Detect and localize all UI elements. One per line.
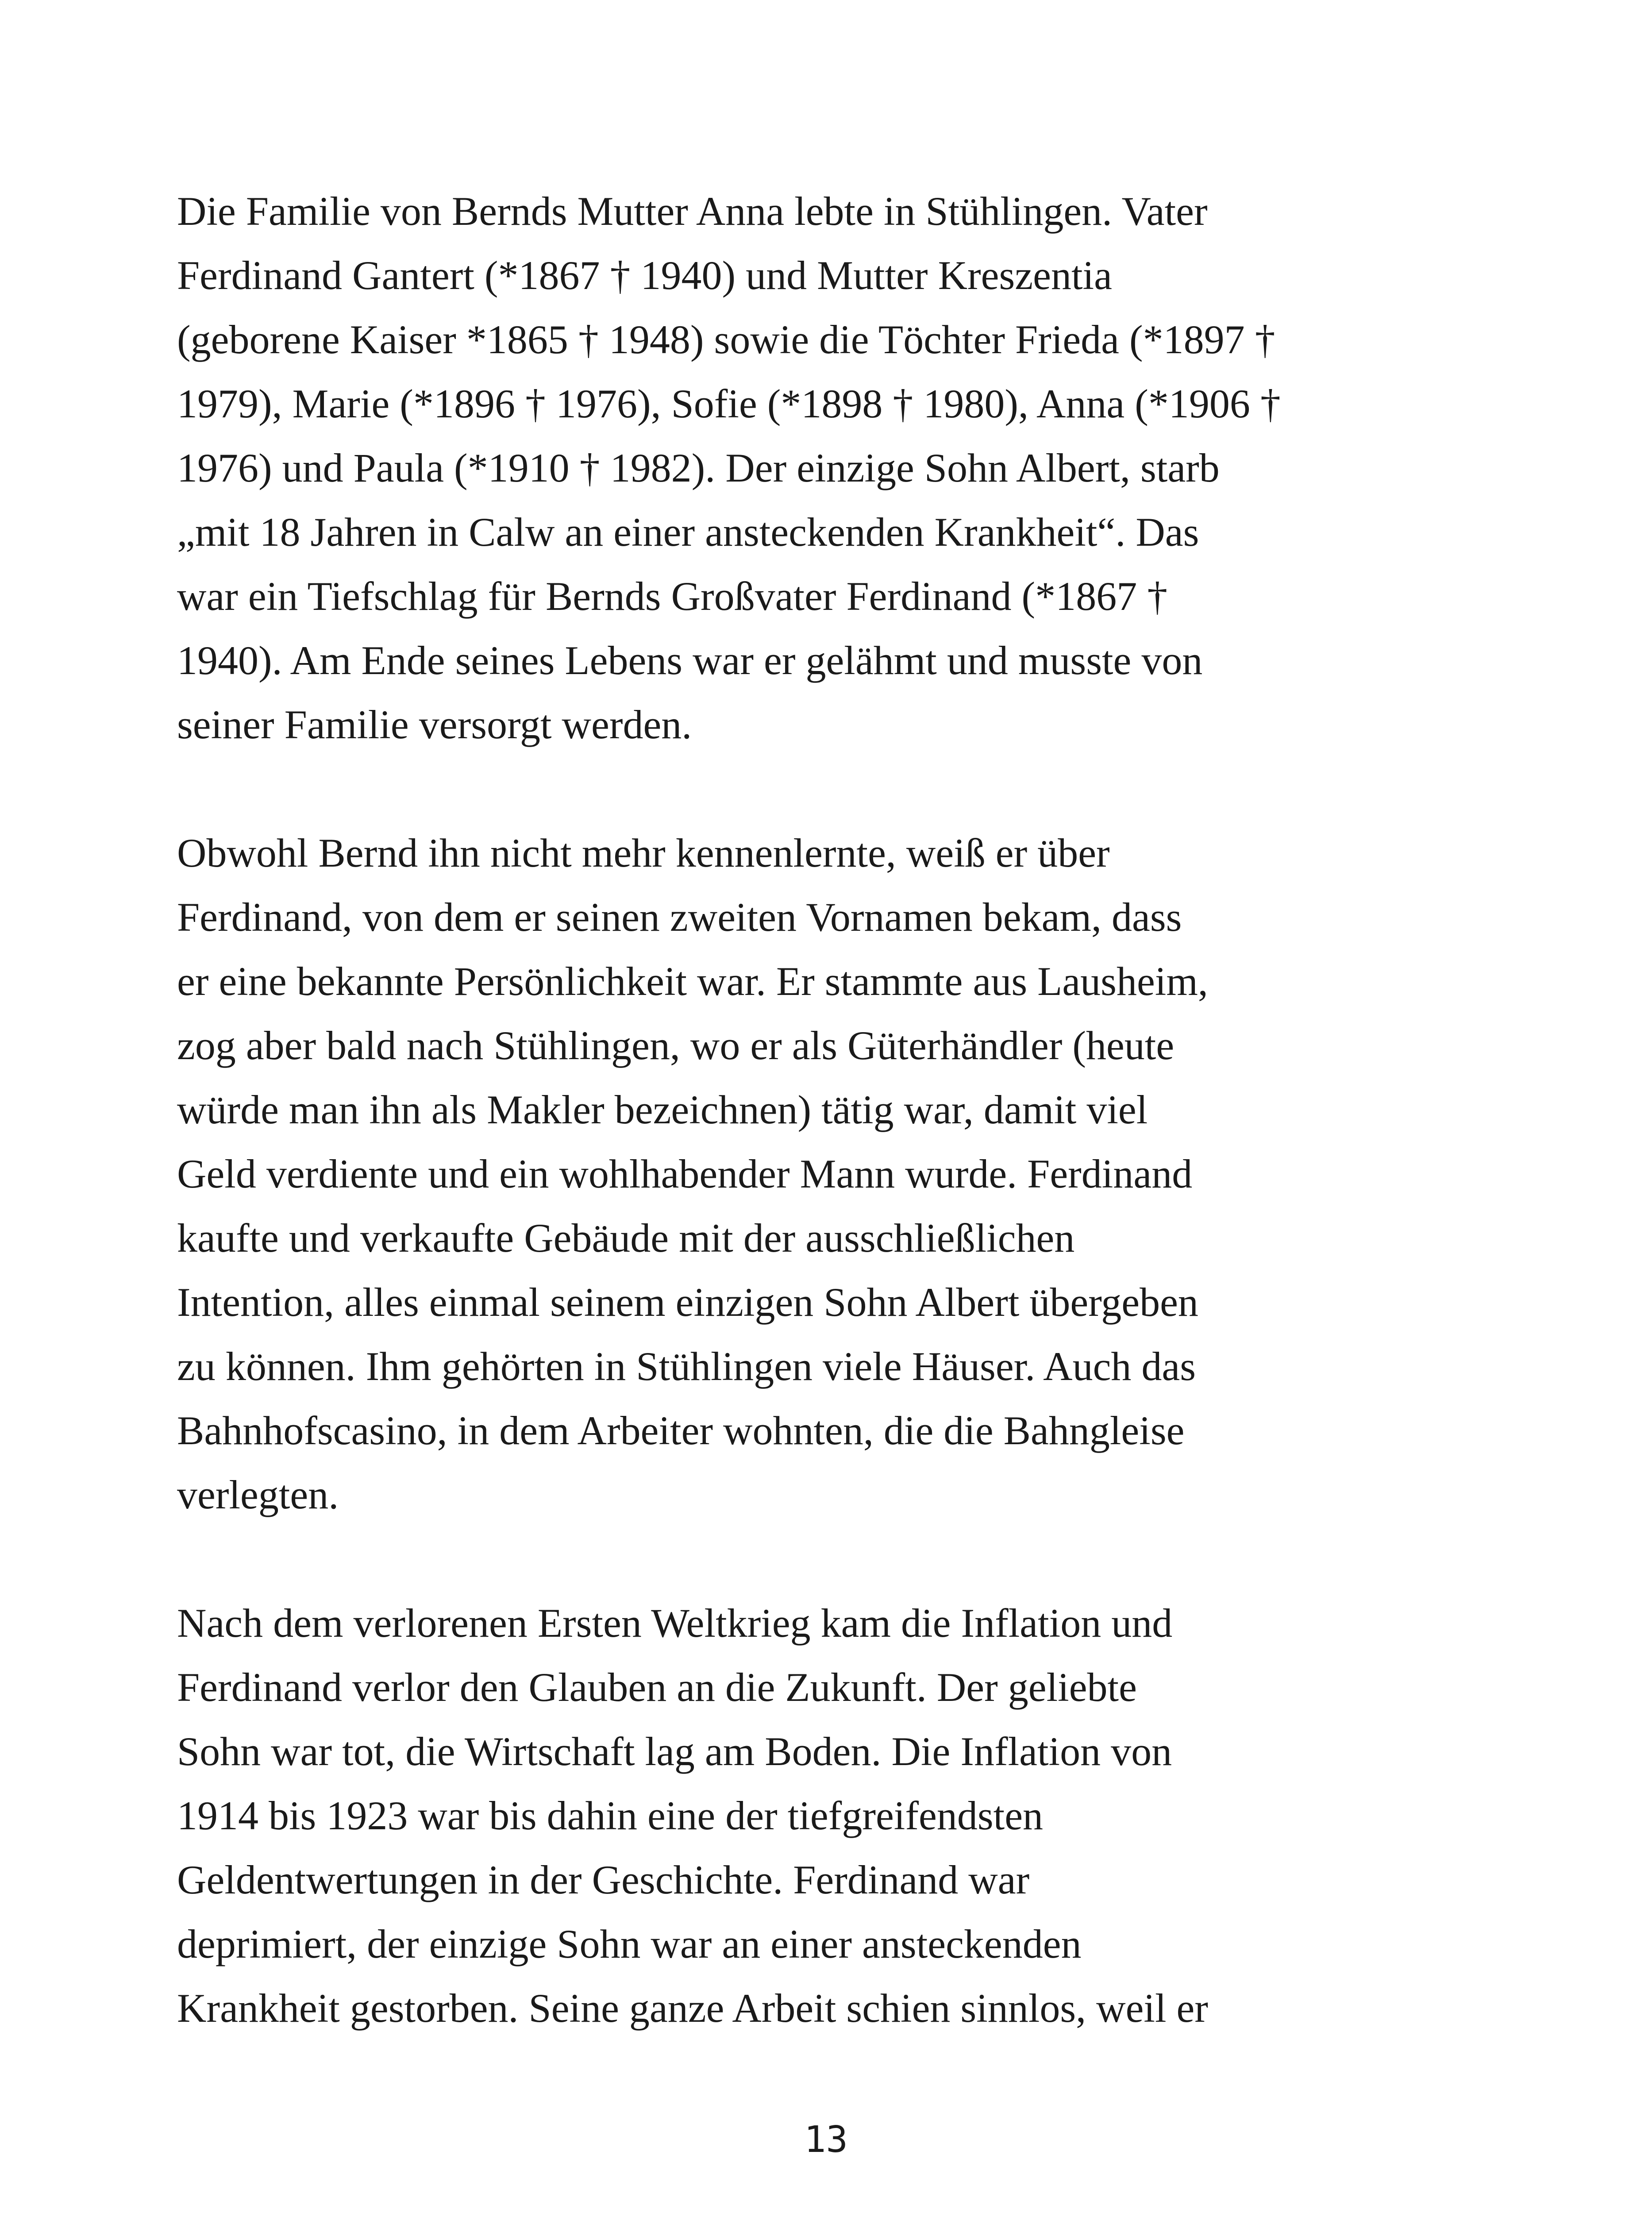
- text-line: Nach dem verlorenen Ersten Weltkrieg kam die Inflation und: [177, 1600, 1173, 1646]
- text-line: Ferdinand Gantert (*1867 † 1940) und Mutter Kreszentia: [177, 253, 1112, 298]
- text-line: „mit 18 Jahren in Calw an einer ansteckenden Krankheit“. Das: [177, 509, 1199, 555]
- paragraph-3: [177, 1591, 1487, 2040]
- text-line: 1940). Am Ende seines Lebens war er gelähmt und musste von: [177, 638, 1203, 683]
- text-line: Krankheit gestorben. Seine ganze Arbeit schien sinnlos, weil er: [177, 1986, 1209, 2031]
- text-line: Obwohl Bernd ihn nicht mehr kennenlernte, weiß er über: [177, 830, 1110, 875]
- text-line: zog aber bald nach Stühlingen, wo er als Güterhändler (heute: [177, 1023, 1174, 1068]
- paragraph-2: [177, 821, 1487, 1527]
- text-line: zu können. Ihm gehörten in Stühlingen viele Häuser. Auch das: [177, 1344, 1196, 1389]
- text-line: deprimiert, der einzige Sohn war an einer ansteckenden: [177, 1921, 1082, 1966]
- text-line: kaufte und verkaufte Gebäude mit der ausschließlichen: [177, 1215, 1075, 1261]
- text-line: Geldentwertungen in der Geschichte. Ferdinand war: [177, 1857, 1030, 1902]
- text-line: 1979), Marie (*1896 † 1976), Sofie (*1898 † 1980), Anna (*1906 †: [177, 381, 1281, 426]
- text-line: Sohn war tot, die Wirtschaft lag am Boden. Die Inflation von: [177, 1729, 1172, 1774]
- text-line: Geld verdiente und ein wohlhabender Mann wurde. Ferdinand: [177, 1151, 1193, 1196]
- text-line: Ferdinand, von dem er seinen zweiten Vornamen bekam, dass: [177, 894, 1182, 940]
- text-line: 1914 bis 1923 war bis dahin eine der tiefgreifendsten: [177, 1793, 1044, 1838]
- text-line: würde man ihn als Makler bezeichnen) tätig war, damit viel: [177, 1087, 1148, 1132]
- text-line: er eine bekannte Persönlichkeit war. Er stammte aus Lausheim,: [177, 959, 1208, 1004]
- page-number: 13: [804, 2119, 848, 2161]
- text-line: Die Familie von Bernds Mutter Anna lebte in Stühlingen. Vater: [177, 189, 1208, 234]
- text-line: Ferdinand verlor den Glauben an die Zukunft. Der geliebte: [177, 1665, 1137, 1710]
- paragraph-1: [177, 179, 1487, 757]
- text-line: Bahnhofscasino, in dem Arbeiter wohnten, die die Bahngleise: [177, 1408, 1185, 1453]
- text-line: verlegten.: [177, 1472, 339, 1517]
- text-line: (geborene Kaiser *1865 † 1948) sowie die Töchter Frieda (*1897 †: [177, 317, 1275, 362]
- text-line: seiner Familie versorgt werden.: [177, 702, 692, 747]
- text-line: 1976) und Paula (*1910 † 1982). Der einzige Sohn Albert, starb: [177, 445, 1220, 490]
- text-line: Intention, alles einmal seinem einzigen Sohn Albert übergeben: [177, 1280, 1198, 1325]
- text-line: war ein Tiefschlag für Bernds Großvater Ferdinand (*1867 †: [177, 574, 1168, 619]
